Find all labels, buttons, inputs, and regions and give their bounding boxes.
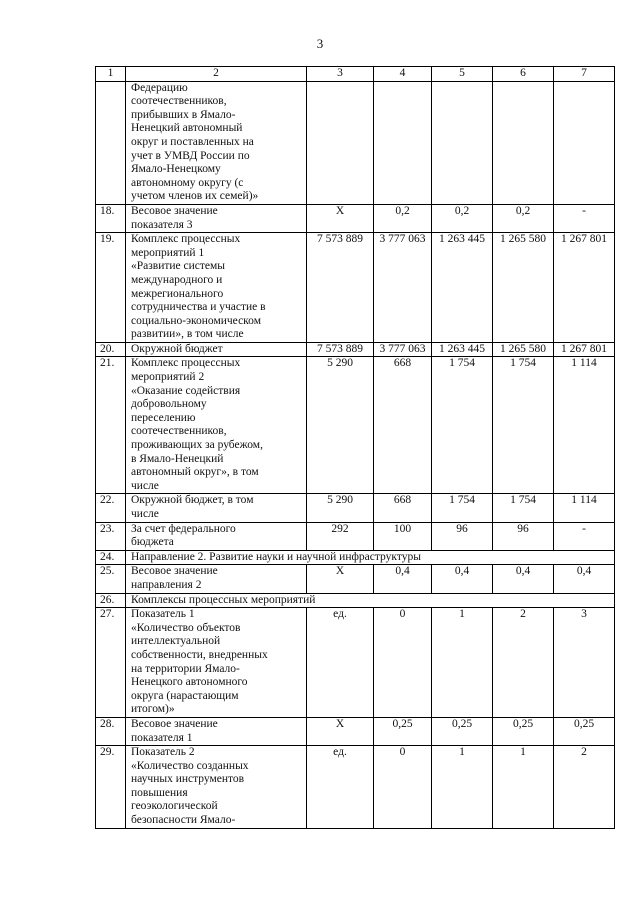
indicator-name-cell: Окружной бюджет [126,342,307,357]
table-row [96,357,615,494]
header-cell: 1 [96,67,126,82]
row-number-cell: 20. [96,342,126,357]
value-cell [493,81,554,204]
value-cell: 668 [374,357,432,494]
row-number-cell: 19. [96,233,126,343]
table-row [96,608,615,718]
value-cell [374,81,432,204]
table-row [96,494,615,522]
header-cell: 6 [493,67,554,82]
value-cell: 1 263 445 [432,233,493,343]
row-number-cell: 29. [96,746,126,829]
value-cell: 2 [493,608,554,718]
indicator-name-cell: Комплекс процессных мероприятий 1 «Развитие системы международного и межрегионального сотрудничества и участие в социально-экономическом развитии», в том числе [126,233,307,343]
table-row [96,746,615,829]
value-cell: - [554,204,615,232]
row-number-cell: 21. [96,357,126,494]
value-cell: 0,4 [493,565,554,593]
page-number: 3 [316,36,324,51]
table-row [96,565,615,593]
value-cell: 0,4 [432,565,493,593]
row-number-cell: 28. [96,717,126,745]
table-row [96,550,615,565]
indicator-name-cell: Федерацию соотечественников, прибывших в Ямало- Ненецкий автономный округ и поставленных на учет в УМВД России по Ямало-Ненецкому автономному округу (с учетом членов их семей)» [126,81,307,204]
value-cell: 1 [432,746,493,829]
value-cell: 0,25 [432,717,493,745]
value-cell: 0,4 [374,565,432,593]
table-header-row [96,67,615,82]
value-cell: - [554,522,615,550]
value-cell: 1 114 [554,357,615,494]
row-number-cell: 25. [96,565,126,593]
value-cell: 2 [554,746,615,829]
indicator-name-cell: Комплекс процессных мероприятий 2 «Оказание содействия добровольному переселению соотечественников, проживающих за рубежом, в Ямало-Ненецкий автономный округ», в том числе [126,357,307,494]
value-cell: 1 267 801 [554,233,615,343]
header-cell: 7 [554,67,615,82]
row-number-cell: 26. [96,593,126,608]
value-cell: 0,2 [493,204,554,232]
unit-or-total-cell: 5 290 [307,357,374,494]
row-number-cell [96,81,126,204]
value-cell: 100 [374,522,432,550]
indicator-name-cell: Весовое значение показателя 3 [126,204,307,232]
value-cell: 0 [374,746,432,829]
header-cell: 4 [374,67,432,82]
unit-or-total-cell: ед. [307,746,374,829]
row-number-cell: 24. [96,550,126,565]
indicator-name-cell: Окружной бюджет, в том числе [126,494,307,522]
header-cell: 3 [307,67,374,82]
value-cell: 0,25 [374,717,432,745]
value-cell: 0,25 [493,717,554,745]
value-cell: 1 265 580 [493,233,554,343]
unit-or-total-cell: 5 290 [307,494,374,522]
value-cell: 1 114 [554,494,615,522]
indicator-name-cell: Весовое значение показателя 1 [126,717,307,745]
section-heading-cell: Направление 2. Развитие науки и научной инфраструктуры [126,550,615,565]
value-cell: 1 [493,746,554,829]
value-cell: 0,25 [554,717,615,745]
unit-or-total-cell: Х [307,717,374,745]
row-number-cell: 27. [96,608,126,718]
value-cell: 1 754 [432,357,493,494]
indicator-name-cell: Показатель 2 «Количество созданных научных инструментов повышения геоэкологической безопасности Ямало- [126,746,307,829]
value-cell: 0,2 [374,204,432,232]
table-row [96,522,615,550]
value-cell: 0,2 [432,204,493,232]
header-cell: 2 [126,67,307,82]
value-cell: 1 754 [493,357,554,494]
table-row [96,717,615,745]
row-number-cell: 23. [96,522,126,550]
table-row [96,233,615,343]
value-cell: 0,4 [554,565,615,593]
header-cell: 5 [432,67,493,82]
unit-or-total-cell: Х [307,565,374,593]
value-cell: 1 267 801 [554,342,615,357]
value-cell [554,81,615,204]
value-cell: 1 263 445 [432,342,493,357]
value-cell: 96 [432,522,493,550]
indicator-name-cell: Показатель 1 «Количество объектов интеллектуальной собственности, внедренных на территории Ямало- Ненецкого автономного округа (нарастающим итогом)» [126,608,307,718]
value-cell: 1 [432,608,493,718]
unit-or-total-cell: 292 [307,522,374,550]
value-cell [432,81,493,204]
value-cell: 0 [374,608,432,718]
section-heading-cell: Комплексы процессных мероприятий [126,593,615,608]
value-cell: 1 754 [493,494,554,522]
budget-indicators-table [95,66,615,829]
unit-or-total-cell: 7 573 889 [307,342,374,357]
indicator-name-cell: Весовое значение направления 2 [126,565,307,593]
row-number-cell: 22. [96,494,126,522]
table-row [96,204,615,232]
value-cell: 3 777 063 [374,342,432,357]
indicator-name-cell: За счет федерального бюджета [126,522,307,550]
row-number-cell: 18. [96,204,126,232]
table-row [96,593,615,608]
unit-or-total-cell: 7 573 889 [307,233,374,343]
value-cell: 3 [554,608,615,718]
value-cell: 668 [374,494,432,522]
value-cell: 1 754 [432,494,493,522]
unit-or-total-cell [307,81,374,204]
value-cell: 96 [493,522,554,550]
table-row [96,342,615,357]
unit-or-total-cell: Х [307,204,374,232]
value-cell: 3 777 063 [374,233,432,343]
table-row [96,81,615,204]
value-cell: 1 265 580 [493,342,554,357]
unit-or-total-cell: ед. [307,608,374,718]
